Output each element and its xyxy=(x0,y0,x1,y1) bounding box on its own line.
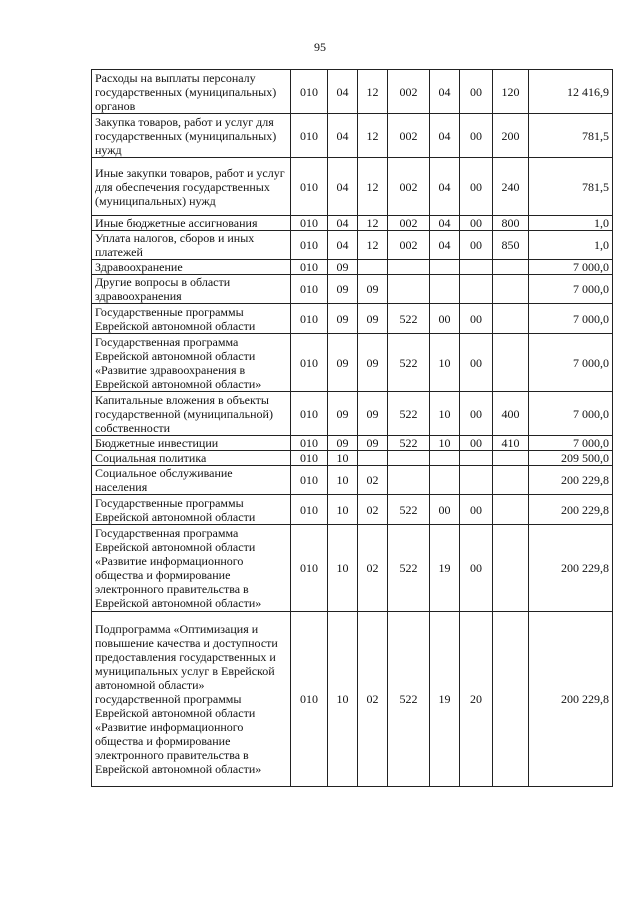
subsection-code-cell: 09 xyxy=(358,436,388,451)
table-row xyxy=(92,612,613,787)
target-article-code-2-cell xyxy=(430,451,460,466)
target-article-code-1-cell: 002 xyxy=(388,216,430,231)
expense-type-code-cell: 800 xyxy=(493,216,529,231)
expense-type-code-cell xyxy=(493,525,529,612)
section-code-cell: 04 xyxy=(328,231,358,260)
target-article-code-1-cell: 522 xyxy=(388,495,430,525)
section-code-cell: 10 xyxy=(328,525,358,612)
section-code-cell: 09 xyxy=(328,304,358,334)
table-row xyxy=(92,260,613,275)
row-name-cell: Иные закупки товаров, работ и услуг для обеспечения государственных (муниципальных) нужд xyxy=(92,158,291,216)
ministry-code-cell: 010 xyxy=(291,392,328,436)
ministry-code-cell: 010 xyxy=(291,525,328,612)
subsection-code-cell: 09 xyxy=(358,275,388,304)
table-row xyxy=(92,334,613,392)
row-name-cell: Социальная политика xyxy=(92,451,291,466)
table-row xyxy=(92,304,613,334)
subsection-code-cell: 02 xyxy=(358,612,388,787)
section-code-cell: 09 xyxy=(328,275,358,304)
target-article-code-2-cell: 10 xyxy=(430,334,460,392)
section-code-cell: 09 xyxy=(328,260,358,275)
ministry-code-cell: 010 xyxy=(291,436,328,451)
row-name-cell: Подпрограмма «Оптимизация и повышение качества и доступности предоставления государственных и муниципальных услуг в Еврейской автономной области» государственной программы Еврейской автономной области «Развитие информационного общества и формирование электронного правительства в Еврейской автономной области» xyxy=(92,612,291,787)
section-code-cell: 10 xyxy=(328,466,358,495)
ministry-code-cell: 010 xyxy=(291,158,328,216)
amount-cell: 7 000,0 xyxy=(529,260,613,275)
target-article-code-1-cell xyxy=(388,451,430,466)
target-article-code-1-cell xyxy=(388,275,430,304)
section-code-cell: 09 xyxy=(328,436,358,451)
row-name-cell: Капитальные вложения в объекты государственной (муниципальной) собственности xyxy=(92,392,291,436)
amount-cell: 7 000,0 xyxy=(529,392,613,436)
target-article-code-1-cell: 522 xyxy=(388,436,430,451)
ministry-code-cell: 010 xyxy=(291,70,328,114)
row-name-cell: Государственная программа Еврейской автономной области «Развитие здравоохранения в Еврейской автономной области» xyxy=(92,334,291,392)
target-article-code-3-cell xyxy=(460,466,493,495)
amount-cell: 7 000,0 xyxy=(529,334,613,392)
section-code-cell: 04 xyxy=(328,70,358,114)
table-row xyxy=(92,392,613,436)
row-name-cell: Государственные программы Еврейской автономной области xyxy=(92,304,291,334)
amount-cell: 209 500,0 xyxy=(529,451,613,466)
target-article-code-2-cell: 10 xyxy=(430,392,460,436)
expense-type-code-cell: 240 xyxy=(493,158,529,216)
amount-cell: 200 229,8 xyxy=(529,612,613,787)
expense-type-code-cell: 400 xyxy=(493,392,529,436)
target-article-code-2-cell: 10 xyxy=(430,436,460,451)
ministry-code-cell: 010 xyxy=(291,612,328,787)
target-article-code-3-cell: 00 xyxy=(460,436,493,451)
row-name-cell: Бюджетные инвестиции xyxy=(92,436,291,451)
ministry-code-cell: 010 xyxy=(291,466,328,495)
expense-type-code-cell xyxy=(493,275,529,304)
table-row xyxy=(92,436,613,451)
expense-type-code-cell xyxy=(493,466,529,495)
expense-type-code-cell xyxy=(493,495,529,525)
subsection-code-cell: 09 xyxy=(358,392,388,436)
target-article-code-3-cell: 20 xyxy=(460,612,493,787)
table-row xyxy=(92,525,613,612)
ministry-code-cell: 010 xyxy=(291,260,328,275)
table-row xyxy=(92,466,613,495)
budget-table xyxy=(91,69,613,787)
table-row xyxy=(92,451,613,466)
amount-cell: 781,5 xyxy=(529,114,613,158)
ministry-code-cell: 010 xyxy=(291,334,328,392)
subsection-code-cell: 12 xyxy=(358,70,388,114)
target-article-code-2-cell xyxy=(430,275,460,304)
target-article-code-3-cell: 00 xyxy=(460,114,493,158)
amount-cell: 7 000,0 xyxy=(529,436,613,451)
target-article-code-3-cell xyxy=(460,451,493,466)
section-code-cell: 04 xyxy=(328,158,358,216)
target-article-code-3-cell: 00 xyxy=(460,231,493,260)
target-article-code-1-cell: 002 xyxy=(388,70,430,114)
row-name-cell: Закупка товаров, работ и услуг для государственных (муниципальных) нужд xyxy=(92,114,291,158)
section-code-cell: 10 xyxy=(328,612,358,787)
target-article-code-1-cell: 522 xyxy=(388,392,430,436)
target-article-code-2-cell xyxy=(430,260,460,275)
ministry-code-cell: 010 xyxy=(291,304,328,334)
target-article-code-1-cell: 002 xyxy=(388,231,430,260)
expense-type-code-cell: 120 xyxy=(493,70,529,114)
subsection-code-cell xyxy=(358,451,388,466)
expense-type-code-cell xyxy=(493,612,529,787)
row-name-cell: Иные бюджетные ассигнования xyxy=(92,216,291,231)
ministry-code-cell: 010 xyxy=(291,275,328,304)
subsection-code-cell: 12 xyxy=(358,216,388,231)
subsection-code-cell: 09 xyxy=(358,304,388,334)
target-article-code-3-cell: 00 xyxy=(460,334,493,392)
row-name-cell: Другие вопросы в области здравоохранения xyxy=(92,275,291,304)
section-code-cell: 10 xyxy=(328,451,358,466)
target-article-code-3-cell xyxy=(460,275,493,304)
target-article-code-2-cell: 19 xyxy=(430,612,460,787)
ministry-code-cell: 010 xyxy=(291,216,328,231)
section-code-cell: 04 xyxy=(328,216,358,231)
target-article-code-1-cell: 522 xyxy=(388,304,430,334)
budget-table-body xyxy=(92,70,613,787)
target-article-code-1-cell xyxy=(388,466,430,495)
target-article-code-3-cell: 00 xyxy=(460,392,493,436)
target-article-code-2-cell: 04 xyxy=(430,114,460,158)
target-article-code-3-cell xyxy=(460,260,493,275)
table-row xyxy=(92,114,613,158)
target-article-code-1-cell: 522 xyxy=(388,334,430,392)
subsection-code-cell: 09 xyxy=(358,334,388,392)
expense-type-code-cell xyxy=(493,334,529,392)
subsection-code-cell xyxy=(358,260,388,275)
target-article-code-2-cell: 04 xyxy=(430,216,460,231)
subsection-code-cell: 02 xyxy=(358,466,388,495)
expense-type-code-cell xyxy=(493,260,529,275)
ministry-code-cell: 010 xyxy=(291,451,328,466)
row-name-cell: Расходы на выплаты персоналу государственных (муниципальных) органов xyxy=(92,70,291,114)
subsection-code-cell: 02 xyxy=(358,525,388,612)
amount-cell: 781,5 xyxy=(529,158,613,216)
table-row xyxy=(92,275,613,304)
target-article-code-1-cell xyxy=(388,260,430,275)
target-article-code-3-cell: 00 xyxy=(460,70,493,114)
target-article-code-3-cell: 00 xyxy=(460,495,493,525)
target-article-code-2-cell xyxy=(430,466,460,495)
ministry-code-cell: 010 xyxy=(291,495,328,525)
target-article-code-3-cell: 00 xyxy=(460,304,493,334)
table-row xyxy=(92,231,613,260)
row-name-cell: Социальное обслуживание населения xyxy=(92,466,291,495)
amount-cell: 200 229,8 xyxy=(529,495,613,525)
ministry-code-cell: 010 xyxy=(291,231,328,260)
expense-type-code-cell: 200 xyxy=(493,114,529,158)
target-article-code-1-cell: 522 xyxy=(388,525,430,612)
section-code-cell: 09 xyxy=(328,334,358,392)
target-article-code-2-cell: 04 xyxy=(430,158,460,216)
table-row xyxy=(92,158,613,216)
amount-cell: 12 416,9 xyxy=(529,70,613,114)
row-name-cell: Уплата налогов, сборов и иных платежей xyxy=(92,231,291,260)
row-name-cell: Здравоохранение xyxy=(92,260,291,275)
target-article-code-2-cell: 04 xyxy=(430,231,460,260)
target-article-code-2-cell: 00 xyxy=(430,304,460,334)
amount-cell: 7 000,0 xyxy=(529,304,613,334)
section-code-cell: 04 xyxy=(328,114,358,158)
expense-type-code-cell: 850 xyxy=(493,231,529,260)
table-row xyxy=(92,216,613,231)
target-article-code-2-cell: 19 xyxy=(430,525,460,612)
target-article-code-1-cell: 002 xyxy=(388,158,430,216)
section-code-cell: 10 xyxy=(328,495,358,525)
expense-type-code-cell: 410 xyxy=(493,436,529,451)
subsection-code-cell: 12 xyxy=(358,231,388,260)
amount-cell: 1,0 xyxy=(529,216,613,231)
target-article-code-2-cell: 04 xyxy=(430,70,460,114)
subsection-code-cell: 02 xyxy=(358,495,388,525)
expense-type-code-cell xyxy=(493,304,529,334)
amount-cell: 7 000,0 xyxy=(529,275,613,304)
target-article-code-3-cell: 00 xyxy=(460,158,493,216)
table-row xyxy=(92,495,613,525)
target-article-code-1-cell: 522 xyxy=(388,612,430,787)
table-row xyxy=(92,70,613,114)
target-article-code-1-cell: 002 xyxy=(388,114,430,158)
row-name-cell: Государственные программы Еврейской автономной области xyxy=(92,495,291,525)
row-name-cell: Государственная программа Еврейской автономной области «Развитие информационного общества и формирование электронного правительства в Еврейской автономной области» xyxy=(92,525,291,612)
amount-cell: 200 229,8 xyxy=(529,525,613,612)
target-article-code-3-cell: 00 xyxy=(460,525,493,612)
page-number: 95 xyxy=(314,40,326,54)
subsection-code-cell: 12 xyxy=(358,114,388,158)
target-article-code-3-cell: 00 xyxy=(460,216,493,231)
expense-type-code-cell xyxy=(493,451,529,466)
amount-cell: 200 229,8 xyxy=(529,466,613,495)
section-code-cell: 09 xyxy=(328,392,358,436)
amount-cell: 1,0 xyxy=(529,231,613,260)
subsection-code-cell: 12 xyxy=(358,158,388,216)
target-article-code-2-cell: 00 xyxy=(430,495,460,525)
ministry-code-cell: 010 xyxy=(291,114,328,158)
